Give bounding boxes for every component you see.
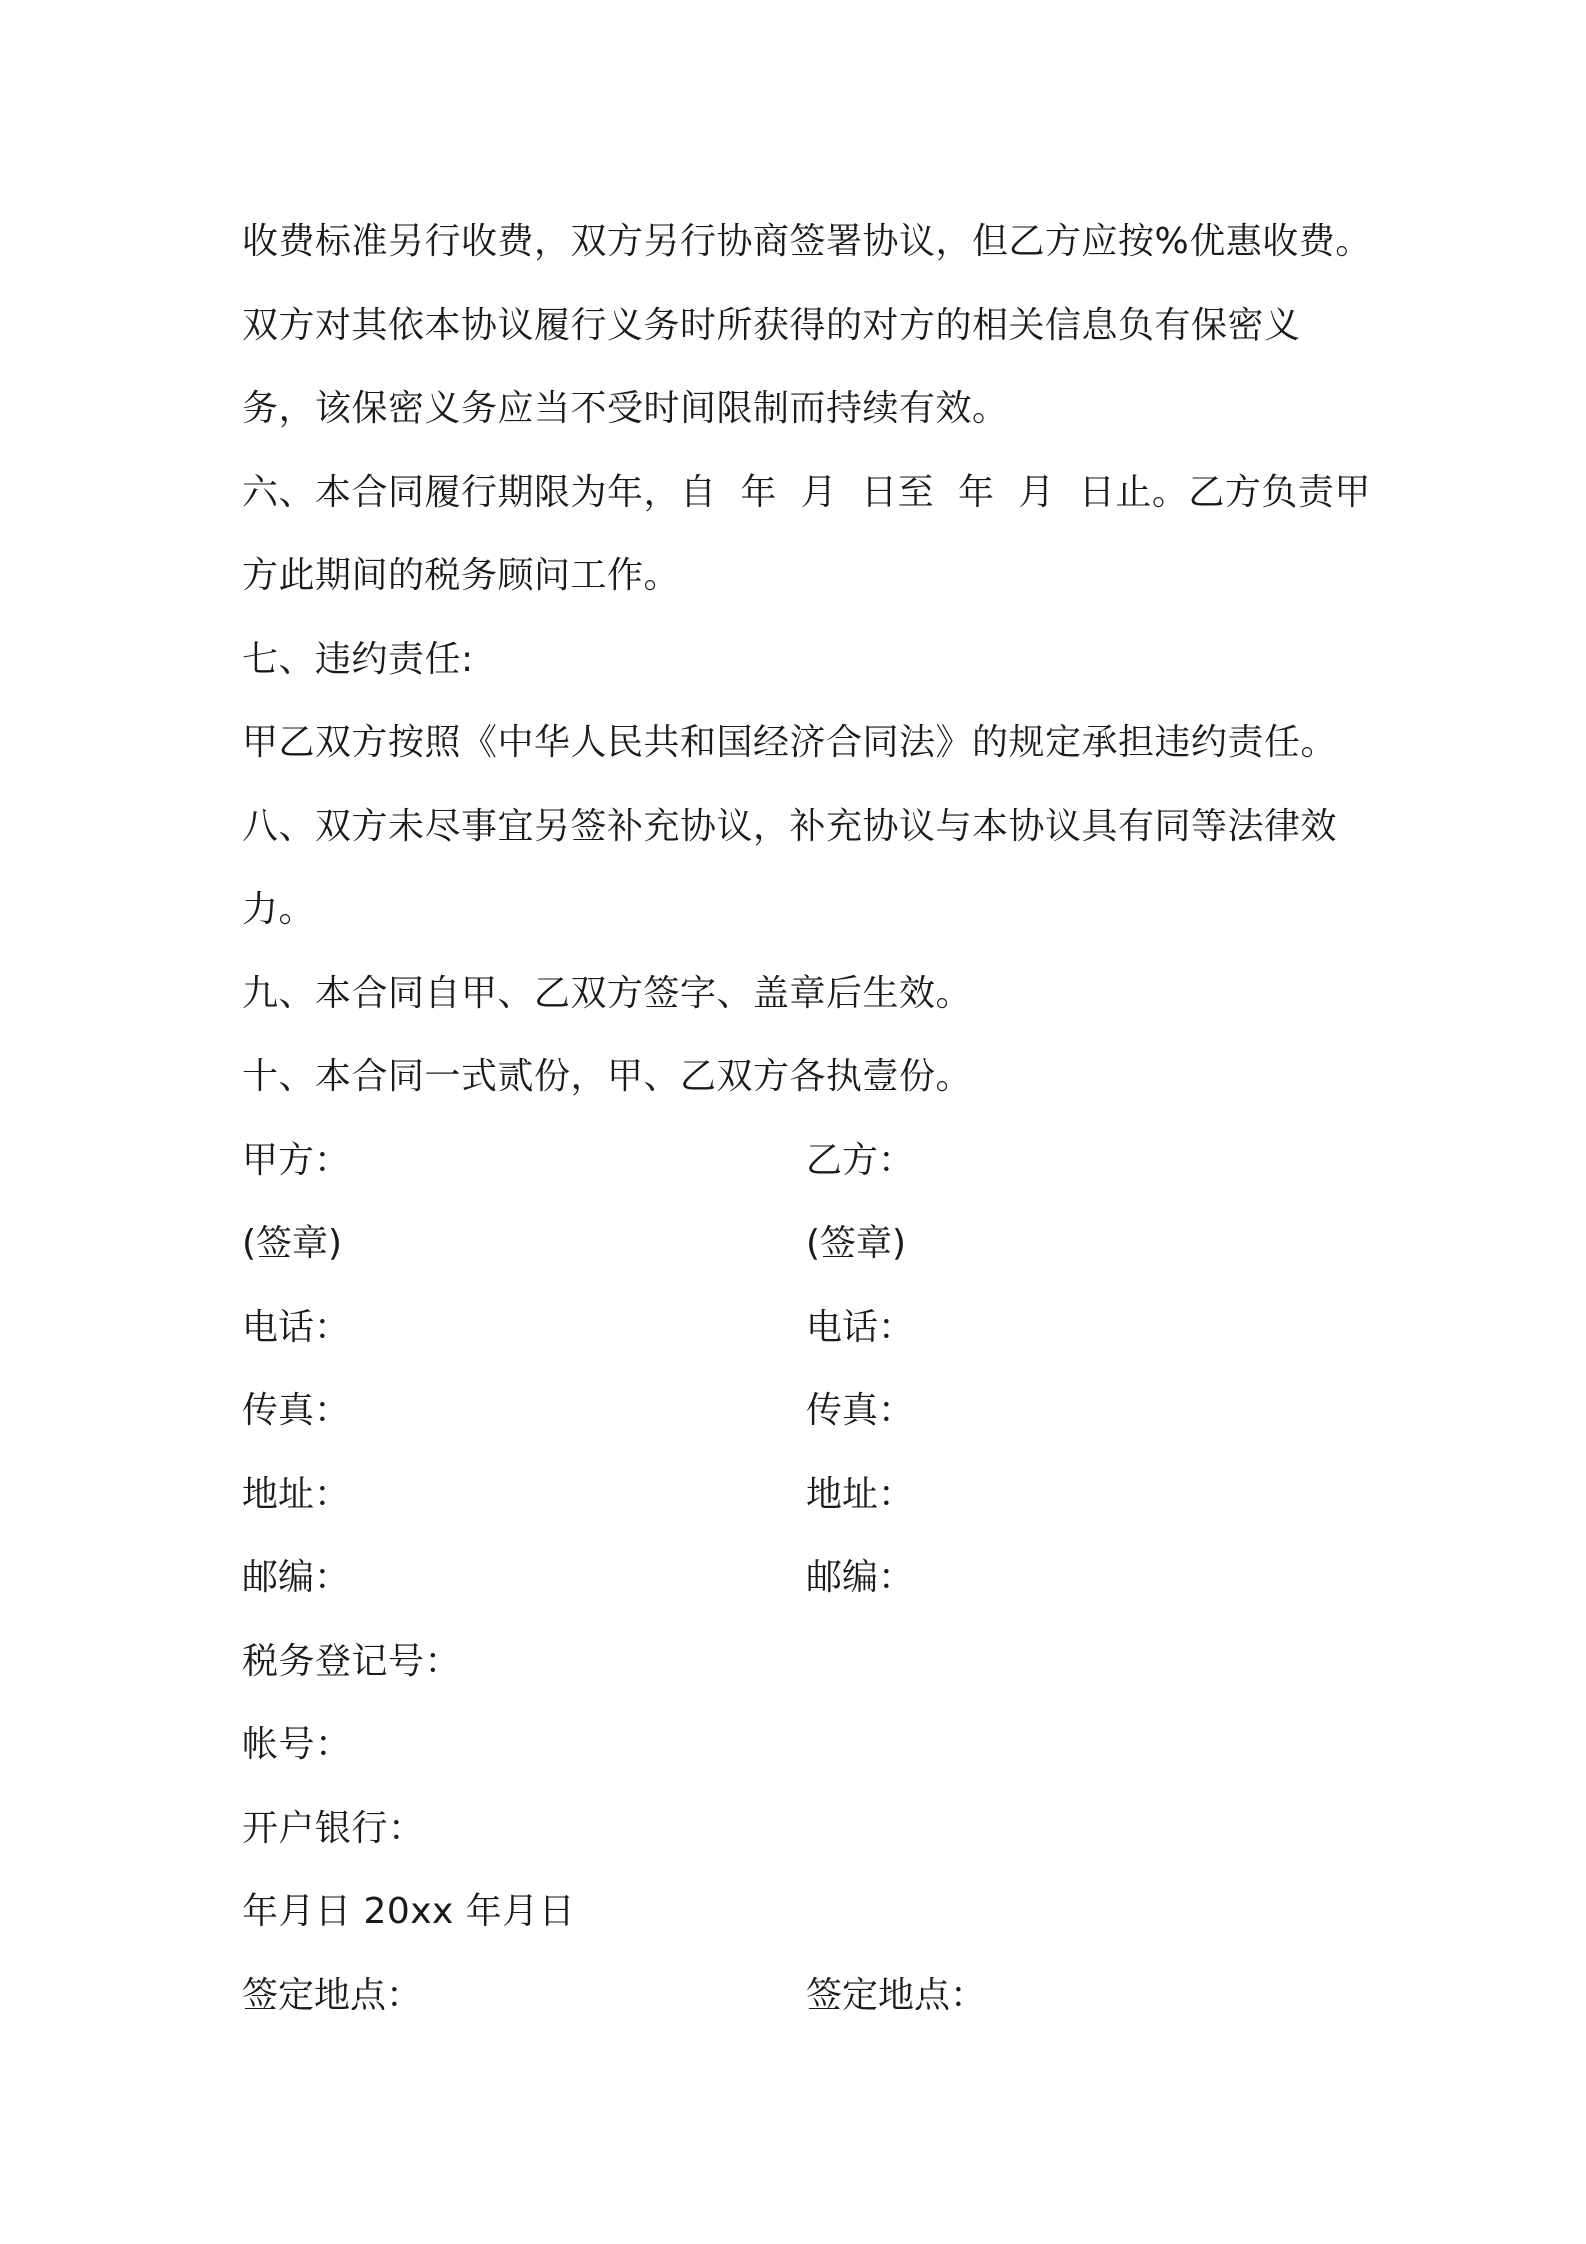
paragraph-line: 力。 <box>242 889 316 930</box>
signature-row-seal <box>242 1202 1362 1286</box>
tax-registration-label: 税务登记号： <box>242 1640 462 1682</box>
party-b-phone-label: 电话： <box>806 1306 915 1348</box>
party-b-postcode-label: 邮编： <box>806 1557 915 1598</box>
signature-row-phone <box>242 1286 1362 1370</box>
clause-eight-line: 八、双方未尽事宜另签补充协议，补充协议与本协议具有同等法律效 <box>242 805 1338 847</box>
party-b-signing-place-label: 签定地点： <box>806 1974 987 2016</box>
party-a-seal-label: (签章) <box>242 1223 343 1264</box>
party-a-signing-place-label: 签定地点： <box>242 1974 423 2016</box>
signature-row-address <box>242 1453 1362 1537</box>
bank-label: 开户银行： <box>242 1807 425 1849</box>
clause-nine-line: 九、本合同自甲、乙双方签字、盖章后生效。 <box>242 972 973 1014</box>
paragraph-line: 务，该保密义务应当不受时间限制而持续有效。 <box>242 388 1009 429</box>
clause-seven-heading: 七、违约责任: <box>242 638 474 680</box>
account-number-label: 帐号： <box>242 1724 352 1765</box>
date-line: 年月日 20xx 年月日 <box>242 1891 576 1932</box>
clause-ten-line: 十、本合同一式贰份，甲、乙双方各执壹份。 <box>242 1056 973 1097</box>
signature-row-postcode <box>242 1536 1362 1620</box>
paragraph-line: 双方对其依本协议履行义务时所获得的对方的相关信息负有保密义 <box>242 304 1301 346</box>
party-a-address-label: 地址： <box>242 1473 351 1515</box>
document-body <box>242 200 1372 2037</box>
paragraph-line: 方此期间的税务顾问工作。 <box>242 555 681 596</box>
signature-row-fax <box>242 1369 1362 1453</box>
signature-row-party <box>242 1119 1362 1203</box>
party-a-postcode-label: 邮编： <box>242 1557 351 1598</box>
clause-six-line: 六、本合同履行期限为年，自 年 月 日至 年 月 日止。乙方负责甲 <box>242 471 1371 513</box>
party-b-address-label: 地址： <box>806 1473 915 1515</box>
party-a-label: 甲方： <box>242 1139 351 1181</box>
party-b-label: 乙方： <box>806 1139 915 1181</box>
signing-place-row <box>242 1954 1362 2038</box>
party-a-phone-label: 电话： <box>242 1306 351 1348</box>
party-b-seal-label: (签章) <box>806 1223 907 1264</box>
party-b-fax-label: 传真： <box>806 1390 915 1431</box>
paragraph-line: 收费标准另行收费，双方另行协商签署协议，但乙方应按%优惠收费。 <box>242 221 1372 262</box>
party-a-fax-label: 传真： <box>242 1390 351 1431</box>
paragraph-line: 甲乙双方按照《中华人民共和国经济合同法》的规定承担违约责任。 <box>242 722 1338 763</box>
